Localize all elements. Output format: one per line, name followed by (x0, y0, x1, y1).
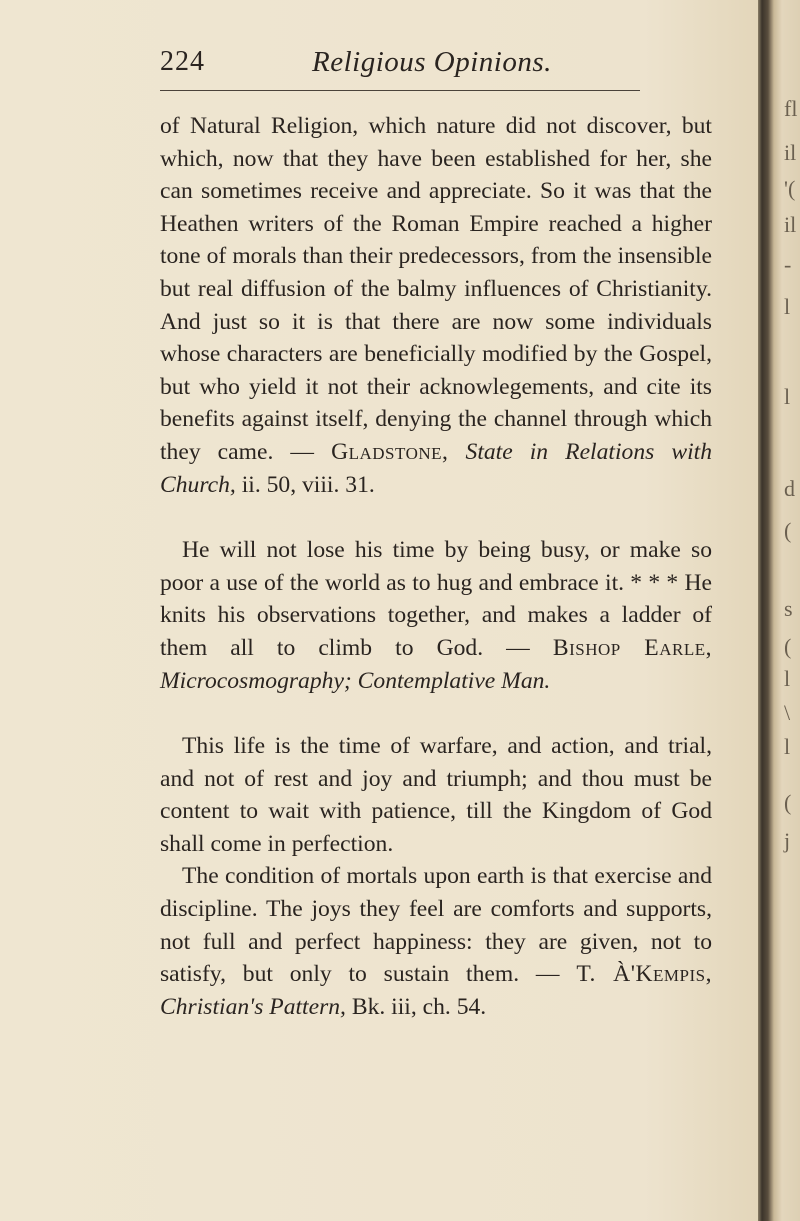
quotation-reference: ii. 50, viii. 31. (235, 471, 375, 498)
facing-page-fragment: ( (784, 518, 792, 543)
facing-page-fragment: '( (784, 176, 796, 201)
quotation-text: The condition of mortals upon earth is that exercise and discipline. The joys they feel are comforts and supports, not full and perfect happiness: they are given, not to satisfy, but only to sustain them. — (160, 863, 712, 988)
quotation-text: of Natural Religion, which nature did not discover, but which, now that they have been established for her, she can sometimes receive and appreciate. So it was that the Heathen writers of the Roman Empire reached a higher tone of morals than their predecessors, from the insensible but real diffusion of the balmy influences of Christianity. And just so it is that there are now some individuals whose characters are beneficially modified by the Gospel, but who yield it not their acknowlegements, and cite its benefits against itself, denying the channel through which they came. — (160, 113, 712, 465)
quotation (160, 534, 712, 697)
quotation-work: State in Relations with Church, (160, 438, 713, 498)
facing-page-edge-text (780, 0, 800, 1221)
header-rule (160, 90, 640, 91)
facing-page-fragment: l (784, 294, 791, 319)
quotation-author: Gladstone, (331, 438, 449, 465)
quotation-reference: Bk. iii, ch. 54. (345, 993, 487, 1020)
facing-page-fragment: il (784, 140, 797, 165)
quotation-text: This life is the time of warfare, and action, and trial, and not of rest and joy and triumph; and thou must be content to wait with patience, till the Kingdom of God shall come in perfection. (160, 733, 712, 857)
quotation (160, 110, 712, 501)
quotation-work: Microcosmography; Contemplative Man. (160, 667, 551, 694)
facing-page-fragment: ( (784, 634, 792, 659)
facing-page-fragment: - (784, 252, 792, 277)
page-body (160, 110, 712, 1023)
quotation-author: T. À'Kempis, (576, 961, 712, 988)
quotation (160, 730, 712, 860)
facing-page-fragment: ( (784, 790, 792, 815)
facing-page-fragment: s (784, 596, 793, 621)
quotation-author: Bishop Earle, (552, 634, 712, 661)
quotation-work: Christian's Pattern, (160, 993, 346, 1020)
quotation-continuation (160, 860, 712, 1023)
facing-page-fragment: \ (784, 700, 791, 725)
facing-page-fragment: d (784, 476, 795, 501)
page-number: 224 (160, 46, 205, 77)
quotation-text: He will not lose his time by being busy, or make so poor a use of the world as to hug and embrace it. * * * He knits his observations together, and makes a ladder of them all to climb to God. — (160, 537, 712, 661)
running-title: Religious Opinions. (312, 46, 552, 78)
facing-page-fragment: l (784, 666, 791, 691)
facing-page-fragment: il (784, 212, 797, 237)
facing-page-fragment: fl (784, 96, 798, 121)
facing-page-fragment: j (784, 828, 791, 853)
facing-page-fragment: l (784, 384, 791, 409)
page-header (160, 46, 640, 86)
facing-page-fragment: l (784, 734, 791, 759)
